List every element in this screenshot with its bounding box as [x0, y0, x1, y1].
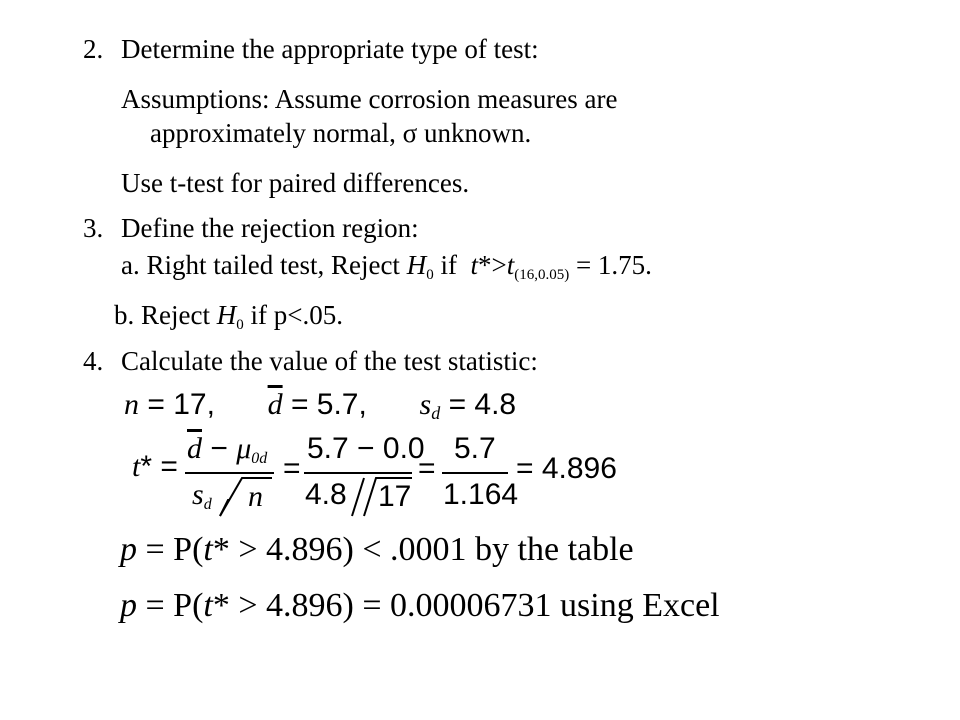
equals-sign-3: = — [418, 452, 436, 485]
given-values — [124, 388, 516, 424]
t-star-lhs — [132, 450, 178, 484]
assumptions-line-2: approximately normal, σ unknown. — [150, 118, 532, 148]
step3-heading — [83, 213, 419, 244]
s-subscript: d — [203, 496, 212, 513]
dbar-value: = 5.7, — [290, 388, 367, 421]
s-subscript: d — [431, 403, 441, 423]
sqrt-17-radicand: 17 — [378, 480, 412, 513]
p-equals-prob: = P( — [137, 587, 204, 624]
h-symbol: H — [406, 250, 427, 280]
h-subscript: 0 — [236, 317, 244, 333]
dbar-variable: $\overline{d}$ — [267, 388, 283, 421]
dbar-variable: $\overline{d}$ — [187, 432, 202, 465]
fraction-1-bar — [185, 472, 274, 474]
step4-heading — [83, 346, 538, 377]
t-variable: t — [132, 450, 141, 483]
p-value-excel-text: * > 4.896) = 0.00006731 using Excel — [212, 587, 720, 624]
fraction-1-denominator — [192, 478, 212, 514]
star-gt: *> — [477, 250, 507, 280]
n-variable: n — [124, 388, 139, 421]
p-value-table-line — [120, 530, 634, 569]
s-value: = 4.8 — [448, 388, 517, 421]
rule-b-prefix: b. Reject — [114, 300, 210, 330]
step-number: 2. — [83, 34, 104, 64]
minus-sign: − — [202, 432, 237, 465]
mu-symbol: μ — [236, 432, 252, 465]
step-title: Define the rejection region: — [121, 213, 419, 243]
t-star-eq: * = — [140, 450, 178, 483]
t-critical-symbol: t — [506, 250, 515, 280]
if-word: if — [440, 250, 457, 280]
step-number: 4. — [83, 346, 104, 376]
fraction-2-bar — [304, 472, 412, 474]
t-symbol: t — [470, 250, 478, 280]
step-title: Determine the appropriate type of test: — [121, 34, 539, 64]
rejection-rule-b — [114, 300, 343, 334]
assumptions-line-1: Assumptions: Assume corrosion measures are — [121, 84, 618, 114]
fraction-2-denominator — [305, 478, 347, 512]
t-critical-subscript: (16,0.05) — [514, 267, 570, 283]
step-title: Calculate the value of the test statistic: — [121, 346, 538, 376]
rule-a-prefix: a. Right tailed test, Reject — [121, 250, 400, 280]
equals-sign-2: = — [283, 452, 301, 485]
rule-b-rest: if p<.05. — [250, 300, 343, 330]
fraction-2-numerator: 5.7 − 0.0 — [307, 432, 425, 465]
s-variable: s — [192, 478, 204, 511]
n-value: = 17, — [147, 388, 215, 421]
rejection-rule-a — [121, 250, 652, 284]
s-variable: s — [419, 388, 432, 421]
p-equals-prob: = P( — [137, 531, 204, 568]
fraction-3-denominator: 1.164 — [443, 478, 519, 511]
fraction-3-numerator: 5.7 — [454, 432, 496, 465]
step2-heading — [83, 34, 539, 65]
fraction-1-numerator — [187, 432, 267, 468]
n-variable: n — [248, 480, 263, 513]
h-subscript: 0 — [426, 267, 434, 283]
p-variable: p — [120, 531, 137, 568]
sqrt-n-symbol — [218, 476, 274, 520]
mu-subscript: 0d — [251, 450, 268, 467]
fraction-3-bar — [442, 472, 508, 474]
denominator-value: 4.8 — [305, 478, 347, 511]
p-value-excel-line — [120, 586, 720, 625]
t-variable: t — [203, 531, 213, 568]
critical-value: = 1.75. — [575, 250, 652, 280]
t-star-result: = 4.896 — [516, 452, 617, 485]
sqrt-n-radicand — [248, 480, 263, 514]
step-number: 3. — [83, 213, 104, 243]
test-type-line: Use t-test for paired differences. — [121, 168, 470, 198]
p-variable: p — [120, 587, 137, 624]
h-symbol: H — [216, 300, 237, 330]
t-variable: t — [203, 587, 213, 624]
p-value-table-text: * > 4.896) < .0001 by the table — [212, 531, 634, 568]
